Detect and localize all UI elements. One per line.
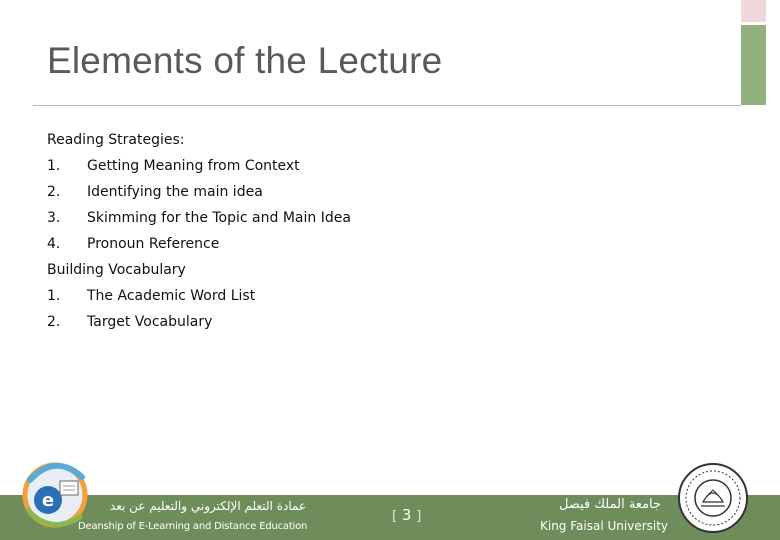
list-number: 2. [47, 184, 61, 200]
page-number [392, 506, 421, 524]
list-number: 4. [47, 236, 61, 252]
list-number: 2. [47, 314, 61, 330]
deanship-english-name: Deanship of E-Learning and Distance Education [78, 521, 308, 532]
deanship-arabic-name: عمادة التعلم الإلكتروني والتعليم عن بعد [109, 499, 307, 513]
list-number: 1. [47, 158, 61, 174]
list-item-text: Target Vocabulary [87, 314, 213, 330]
slide-title: Elements of the Lecture [47, 40, 443, 81]
list-item [47, 179, 351, 205]
page-bracket-close: ] [416, 509, 422, 524]
list-item [47, 231, 351, 257]
slide-content [47, 127, 351, 335]
section-heading-building-vocabulary [47, 257, 351, 283]
list-item-text: Getting Meaning from Context [87, 158, 300, 174]
page-number-value: 3 [401, 506, 412, 524]
list-item-text: Pronoun Reference [87, 236, 220, 252]
list-number: 3. [47, 210, 61, 226]
page-bracket-open: [ [392, 509, 398, 524]
title-divider [33, 105, 741, 106]
list-item-text: The Academic Word List [87, 288, 256, 304]
line-text: Reading Strategies: [47, 132, 185, 148]
list-item [47, 153, 351, 179]
university-seal-icon [677, 462, 749, 534]
svg-text:e: e [41, 490, 55, 511]
university-english-name: King Faisal University [540, 519, 669, 533]
corner-accent-pink [741, 0, 766, 22]
list-item [47, 309, 351, 335]
list-item-text: Skimming for the Topic and Main Idea [87, 210, 351, 226]
list-item [47, 205, 351, 231]
section-heading-reading-strategies [47, 127, 351, 153]
university-arabic-name: جامعة الملك فيصل [558, 497, 662, 512]
list-item-text: Identifying the main idea [87, 184, 263, 200]
corner-accent-green [741, 25, 766, 105]
list-number: 1. [47, 288, 61, 304]
line-text: Building Vocabulary [47, 262, 186, 278]
list-item [47, 283, 351, 309]
